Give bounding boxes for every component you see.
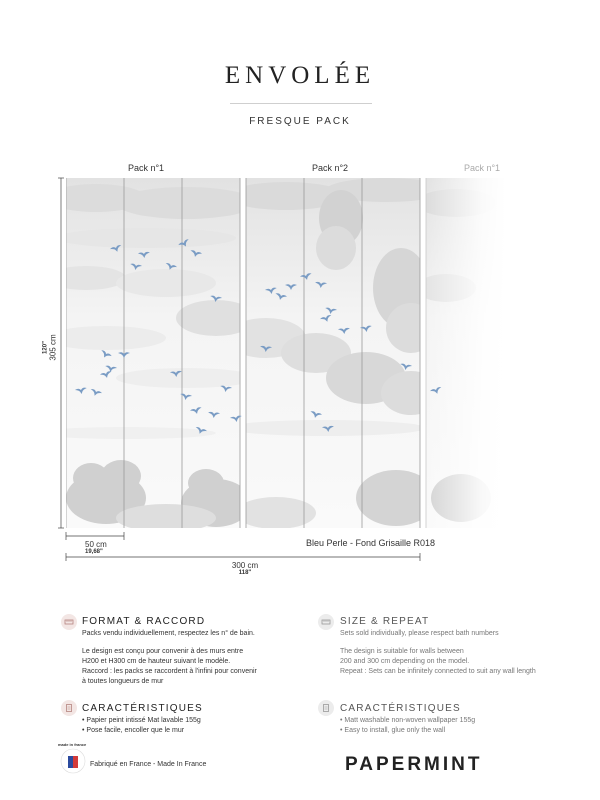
document-icon [61, 700, 77, 716]
pack-label-2: Pack n°2 [311, 163, 349, 173]
ruler-icon [318, 614, 334, 630]
fr-specs-text: • Papier peint intissé Mat lavable 155g • Pose facile, encoller que le mur [82, 717, 201, 734]
en-specs-text: • Matt washable non-woven wallpaper 155g • Easy to install, glue only the wall [340, 717, 476, 734]
total-width-dimension: 300 cm 118" [231, 561, 259, 576]
format-text: Packs vendu individuellement, respectez les n° de bain. Le design est conçu pour convenir à des murs entre H200 et H300 cm de hauteur suivant le modèle. Raccord : les packs se raccordent à l'infini pour convenir à toutes longueurs de mur [82, 630, 257, 685]
size-title: SIZE & REPEAT [340, 616, 430, 627]
size-text: Sets sold individually, please respect bath numbers The design is suitable for walls between 200 and 300 cm depending on the model. Repeat : Sets can be infinitely connected to suit any wall length [340, 630, 536, 675]
page-title: ENVOLÉE [224, 62, 376, 89]
made-in-france-text: Fabriqué en France - Made In France [90, 761, 207, 768]
pack-label-1: Pack n°1 [127, 163, 165, 173]
format-title: FORMAT & RACCORD [82, 616, 206, 627]
page-subtitle: FRESQUE PACK [249, 116, 351, 127]
document-icon [318, 700, 334, 716]
height-dimension: 120" 305 cm [42, 334, 58, 361]
fr-specs-title: CARACTÉRISTIQUES [82, 703, 203, 714]
strip-width-dimension: 50 cm 19,68" [85, 540, 107, 555]
brand-logo: PAPERMINT [345, 754, 483, 775]
made-in-france-badge: made in france [60, 748, 86, 774]
pack-label-3: Pack n°1 [463, 163, 501, 173]
colorway-caption: Bleu Perle - Fond Grisaille R018 [305, 538, 435, 548]
ruler-icon [61, 614, 77, 630]
en-specs-title: CARACTÉRISTIQUES [340, 703, 461, 714]
